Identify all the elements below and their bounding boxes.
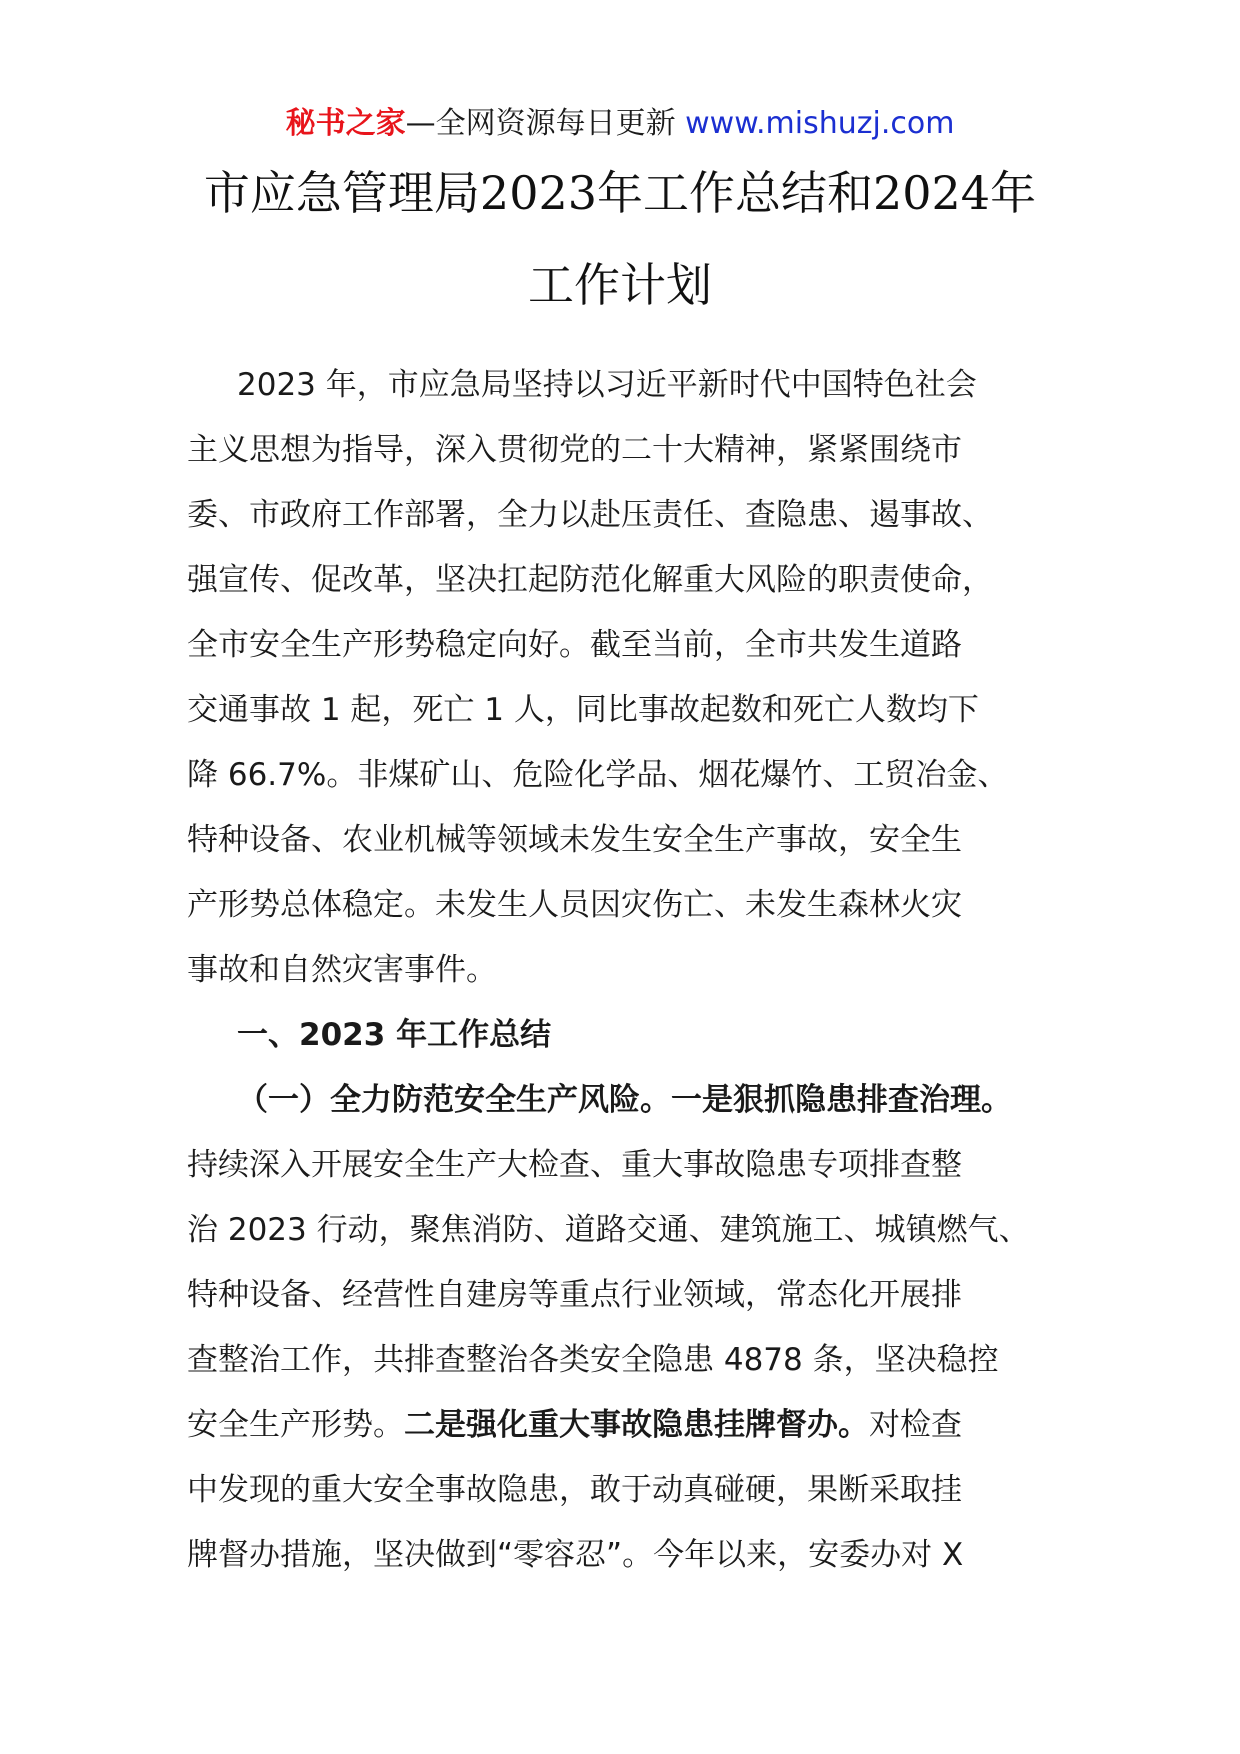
sub-heading: （一）全力防范安全生产风险。一是狠抓隐患排查治理。	[237, 1082, 1012, 1118]
document-body	[187, 353, 1067, 1588]
title-text: 市应急管理局	[203, 166, 480, 220]
paragraph-line: 2023 年，市应急局坚持以习近平新时代中国特色社会	[237, 367, 977, 403]
paragraph-line: 委、市政府工作部署，全力以赴压责任、查隐患、遏事故、	[187, 497, 993, 533]
inline-text: 安全生产形势。	[187, 1407, 404, 1443]
title-text: 年	[990, 166, 1037, 220]
inline-text: 对检查	[869, 1407, 962, 1443]
paragraph-line: 全市安全生产形势稳定向好。截至当前，全市共发生道路	[187, 627, 962, 663]
paragraph-line: 事故和自然灾害事件。	[187, 952, 497, 988]
site-url[interactable]: www.mishuzj.com	[685, 106, 955, 141]
paragraph-line-mixed	[187, 1393, 1067, 1458]
paragraph-line: 特种设备、经营性自建房等重点行业领域，常态化开展排	[187, 1277, 962, 1313]
paragraph-line: 降 66.7%。非煤矿山、危险化学品、烟花爆竹、工贸冶金、	[187, 757, 1009, 793]
document-title-line-1	[0, 163, 1240, 223]
brand-name: 秘书之家	[285, 106, 406, 141]
paragraph-line: 产形势总体稳定。未发生人员因灾伤亡、未发生森林火灾	[187, 887, 962, 923]
document-title-line-2: 工作计划	[528, 258, 712, 312]
paragraph-line: 持续深入开展安全生产大检查、重大事故隐患专项排查整	[187, 1147, 962, 1183]
paragraph-line: 交通事故 1 起，死亡 1 人，同比事故起数和死亡人数均下	[187, 692, 979, 728]
header-tagline: —全网资源每日更新	[405, 106, 686, 141]
paragraph-line: 强宣传、促改革，坚决扛起防范化解重大风险的职责使命，	[187, 562, 993, 598]
title-text: 年工作总结和	[597, 166, 873, 220]
site-header	[0, 100, 1240, 148]
title-year: 2024	[873, 166, 991, 220]
paragraph-line: 主义思想为指导，深入贯彻党的二十大精神，紧紧围绕市	[187, 432, 962, 468]
paragraph-line: 查整治工作，共排查整治各类安全隐患 4878 条，坚决稳控	[187, 1342, 999, 1378]
inline-bold-text: 二是强化重大事故隐患挂牌督办。	[404, 1407, 869, 1443]
title-year: 2023	[479, 166, 597, 220]
paragraph-line: 牌督办措施，坚决做到“零容忍”。今年以来，安委办对 X	[187, 1537, 964, 1573]
paragraph-line: 中发现的重大安全事故隐患，敢于动真碰硬，果断采取挂	[187, 1472, 962, 1508]
section-heading: 一、2023 年工作总结	[237, 1017, 552, 1053]
paragraph-line: 治 2023 行动，聚焦消防、道路交通、建筑施工、城镇燃气、	[187, 1212, 1030, 1248]
paragraph-line: 特种设备、农业机械等领域未发生安全生产事故，安全生	[187, 822, 962, 858]
